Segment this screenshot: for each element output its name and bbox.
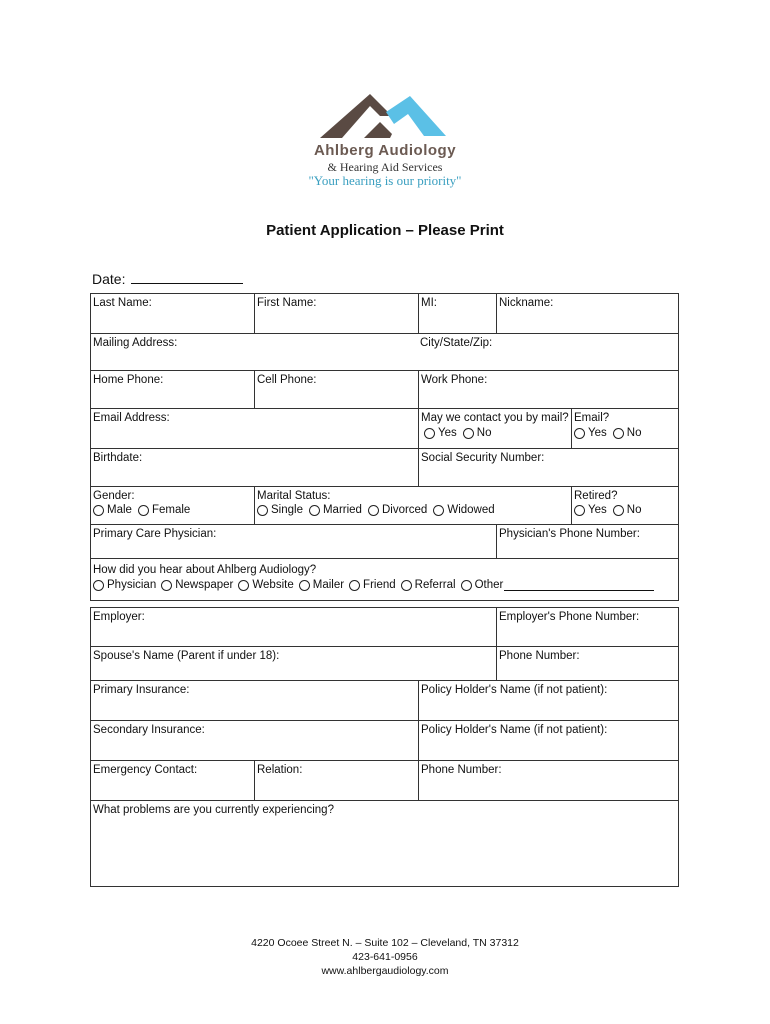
relation-field[interactable]: Relation: — [254, 761, 418, 800]
employer-field[interactable]: Employer: — [93, 611, 145, 623]
marital-divorced[interactable]: Divorced — [368, 504, 427, 516]
contact-email-no[interactable]: No — [613, 427, 642, 439]
emergency-phone-field[interactable]: Phone Number: — [418, 761, 678, 800]
radio-icon — [463, 428, 474, 439]
radio-icon — [138, 505, 149, 516]
marital-single[interactable]: Single — [257, 504, 303, 516]
source-referral[interactable]: Referral — [401, 579, 456, 591]
logo-mountain-icon — [320, 90, 450, 140]
source-mailer[interactable]: Mailer — [299, 579, 344, 591]
pcp-field[interactable]: Primary Care Physician: — [93, 528, 217, 540]
radio-icon — [574, 505, 585, 516]
home-phone-field[interactable]: Home Phone: — [93, 374, 164, 386]
radio-icon — [574, 428, 585, 439]
marital-married[interactable]: Married — [309, 504, 362, 516]
mi-field[interactable]: MI: — [418, 294, 496, 333]
radio-icon — [161, 580, 172, 591]
source-other[interactable]: Other — [461, 579, 655, 591]
cell-phone-field[interactable]: Cell Phone: — [254, 371, 418, 408]
logo-subtitle: & Hearing Aid Services — [327, 160, 443, 174]
retired-question: Retired? Yes No — [571, 487, 678, 524]
ssn-field[interactable]: Social Security Number: — [418, 449, 678, 486]
radio-icon — [93, 580, 104, 591]
radio-icon — [433, 505, 444, 516]
contact-mail-question: May we contact you by mail? Yes No — [418, 409, 571, 448]
nickname-field[interactable]: Nickname: — [496, 294, 678, 333]
contact-email-yes[interactable]: Yes — [574, 427, 607, 439]
source-website[interactable]: Website — [238, 579, 293, 591]
footer-address: 4220 Ocoee Street N. – Suite 102 – Cleveland, TN 37312 — [251, 937, 519, 949]
retired-no[interactable]: No — [613, 504, 642, 516]
radio-icon — [368, 505, 379, 516]
employer-phone-field[interactable]: Employer's Phone Number: — [496, 608, 678, 646]
referral-source-question: How did you hear about Ahlberg Audiology? Physician Newspaper Website Mailer Friend Referral Other — [91, 559, 678, 600]
patient-info-table — [90, 293, 679, 601]
date-field — [92, 271, 243, 287]
email-address-field[interactable]: Email Address: — [93, 412, 170, 424]
spouse-phone-field[interactable]: Phone Number: — [496, 647, 678, 680]
marital-status-question: Marital Status: Single Married Divorced Widowed — [254, 487, 571, 524]
radio-icon — [613, 428, 624, 439]
source-newspaper[interactable]: Newspaper — [161, 579, 233, 591]
gender-question: Gender: Male Female — [93, 490, 191, 516]
page-title: Patient Application – Please Print — [266, 222, 504, 239]
first-name-field[interactable]: First Name: — [254, 294, 418, 333]
retired-yes[interactable]: Yes — [574, 504, 607, 516]
birthdate-field[interactable]: Birthdate: — [93, 452, 143, 464]
gender-female[interactable]: Female — [138, 504, 190, 516]
logo-tagline: "Your hearing is our priority" — [308, 173, 462, 188]
source-physician[interactable]: Physician — [93, 579, 156, 591]
date-input-line[interactable] — [131, 271, 243, 284]
contact-mail-no[interactable]: No — [463, 427, 492, 439]
footer-phone: 423-641-0956 — [352, 951, 418, 963]
secondary-policy-holder-field[interactable]: Policy Holder's Name (if not patient): — [418, 721, 678, 760]
employment-insurance-table — [90, 607, 679, 887]
radio-icon — [309, 505, 320, 516]
spouse-name-field[interactable]: Spouse's Name (Parent if under 18): — [93, 650, 280, 662]
primary-policy-holder-field[interactable]: Policy Holder's Name (if not patient): — [418, 681, 678, 720]
radio-icon — [461, 580, 472, 591]
other-input-line[interactable] — [504, 580, 654, 591]
footer — [0, 936, 770, 978]
radio-icon — [613, 505, 624, 516]
city-state-zip-field[interactable]: City/State/Zip: — [420, 337, 493, 349]
problems-field[interactable]: What problems are you currently experiencing? — [93, 804, 334, 816]
contact-mail-yes[interactable]: Yes — [424, 427, 457, 439]
footer-website[interactable]: www.ahlbergaudiology.com — [321, 965, 449, 977]
radio-icon — [238, 580, 249, 591]
physician-phone-field[interactable]: Physician's Phone Number: — [496, 525, 678, 558]
mailing-address-field[interactable]: Mailing Address: — [93, 337, 178, 349]
radio-icon — [93, 505, 104, 516]
work-phone-field[interactable]: Work Phone: — [418, 371, 678, 408]
date-label: Date: — [92, 271, 126, 287]
radio-icon — [257, 505, 268, 516]
radio-icon — [349, 580, 360, 591]
radio-icon — [424, 428, 435, 439]
logo-brand: Ahlberg Audiology — [313, 142, 457, 159]
secondary-insurance-field[interactable]: Secondary Insurance: — [93, 724, 205, 736]
company-logo — [280, 90, 490, 190]
radio-icon — [299, 580, 310, 591]
marital-widowed[interactable]: Widowed — [433, 504, 494, 516]
radio-icon — [401, 580, 412, 591]
contact-email-question: Email? Yes No — [571, 409, 678, 448]
emergency-contact-field[interactable]: Emergency Contact: — [93, 764, 198, 776]
source-friend[interactable]: Friend — [349, 579, 396, 591]
last-name-field[interactable]: Last Name: — [93, 297, 152, 309]
primary-insurance-field[interactable]: Primary Insurance: — [93, 684, 190, 696]
gender-male[interactable]: Male — [93, 504, 132, 516]
